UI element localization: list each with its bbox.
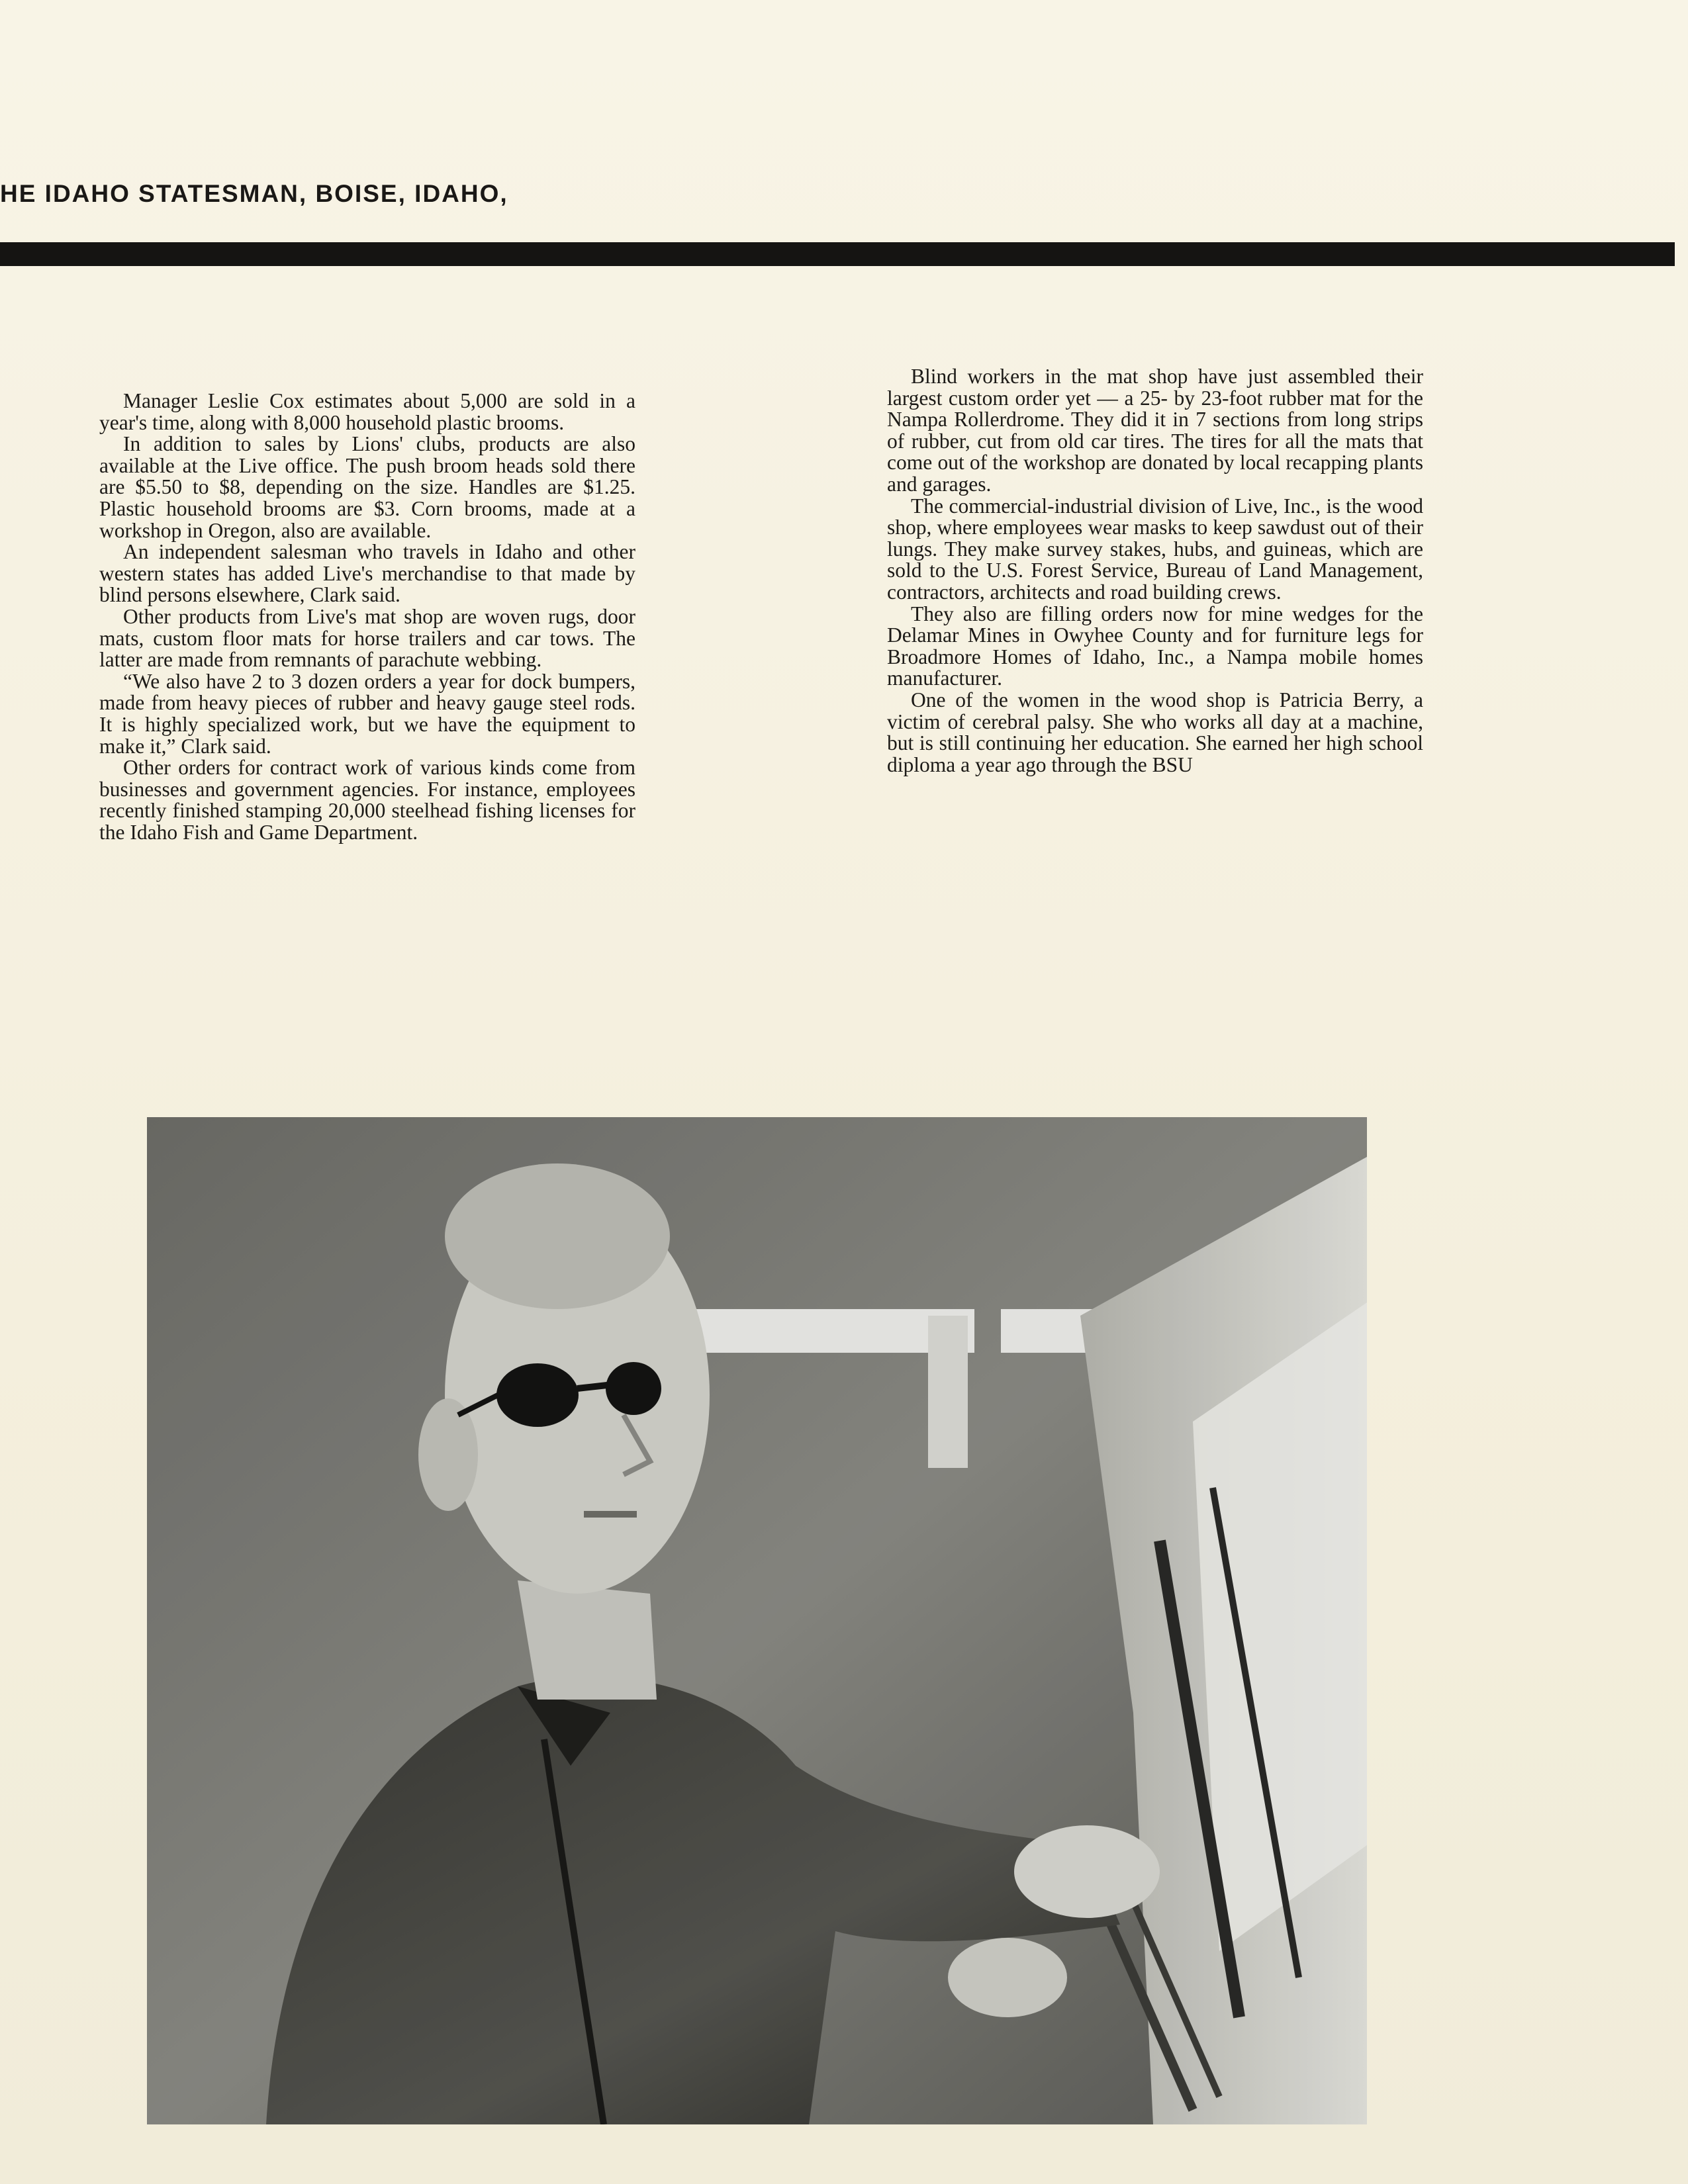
- paragraph: Other products from Live's mat shop are woven rugs, door mats, custom floor mats for horse trailers and car tows. The latter are made from remnants of parachute webbing.: [99, 604, 635, 672]
- left-article-column: [99, 390, 635, 843]
- paragraph: Other orders for contract work of various kinds come from businesses and government agencies. For instance, employees recently finished stamping 20,000 steelhead fishing licenses for the Idaho Fish and Game Department.: [99, 756, 635, 844]
- paragraph: Blind workers in the mat shop have just assembled their largest custom order yet — a 25- by 23-foot rubber mat for the Nampa Rollerdrome. They did it in 7 sections from long strips of rubber, cut from old car tires. The tires for all the mats that come out of the workshop are donated by local recapping plants and garages.: [887, 365, 1423, 496]
- header-rule: [0, 242, 1675, 266]
- paragraph: “We also have 2 to 3 dozen orders a year for dock bumpers, made from heavy pieces of rubber and heavy gauge steel rods. It is highly specialized work, but we have the equipment to make it,” Clark said.: [99, 669, 635, 758]
- paragraph: One of the women in the wood shop is Patricia Berry, a victim of cerebral palsy. She who works all day at a machine, but is still continuing her education. She earned her high school diploma a year ago through the BSU: [887, 688, 1423, 776]
- paragraph: They also are filling orders now for mine wedges for the Delamar Mines in Owyhee County and for furniture legs for Broadmore Homes of Idaho, Inc., a Nampa mobile homes manufacturer.: [887, 602, 1423, 690]
- paragraph: An independent salesman who travels in Idaho and other western states has added Live's merchandise to that made by blind persons elsewhere, Clark said.: [99, 540, 635, 607]
- paragraph: Manager Leslie Cox estimates about 5,000 are sold in a year's time, along with 8,000 household plastic brooms.: [99, 389, 635, 434]
- right-article-column: [887, 366, 1423, 776]
- newspaper-masthead: HE IDAHO STATESMAN, BOISE, IDAHO,: [0, 180, 508, 207]
- news-photo: [147, 1117, 1367, 2124]
- paragraph: In addition to sales by Lions' clubs, products are also available at the Live office. The push broom heads sold there are $5.50 to $8, depending on the size. Handles are $1.25. Plastic household brooms are $3. Corn brooms, made at a workshop in Oregon, also are available.: [99, 432, 635, 542]
- paragraph: The commercial-industrial division of Live, Inc., is the wood shop, where employees wear masks to keep sawdust out of their lungs. They make survey stakes, hubs, and guineas, which are sold to the U.S. Forest Service, Bureau of Land Management, contractors, architects and road building crews.: [887, 494, 1423, 604]
- photo-illustration: [147, 1117, 1367, 2124]
